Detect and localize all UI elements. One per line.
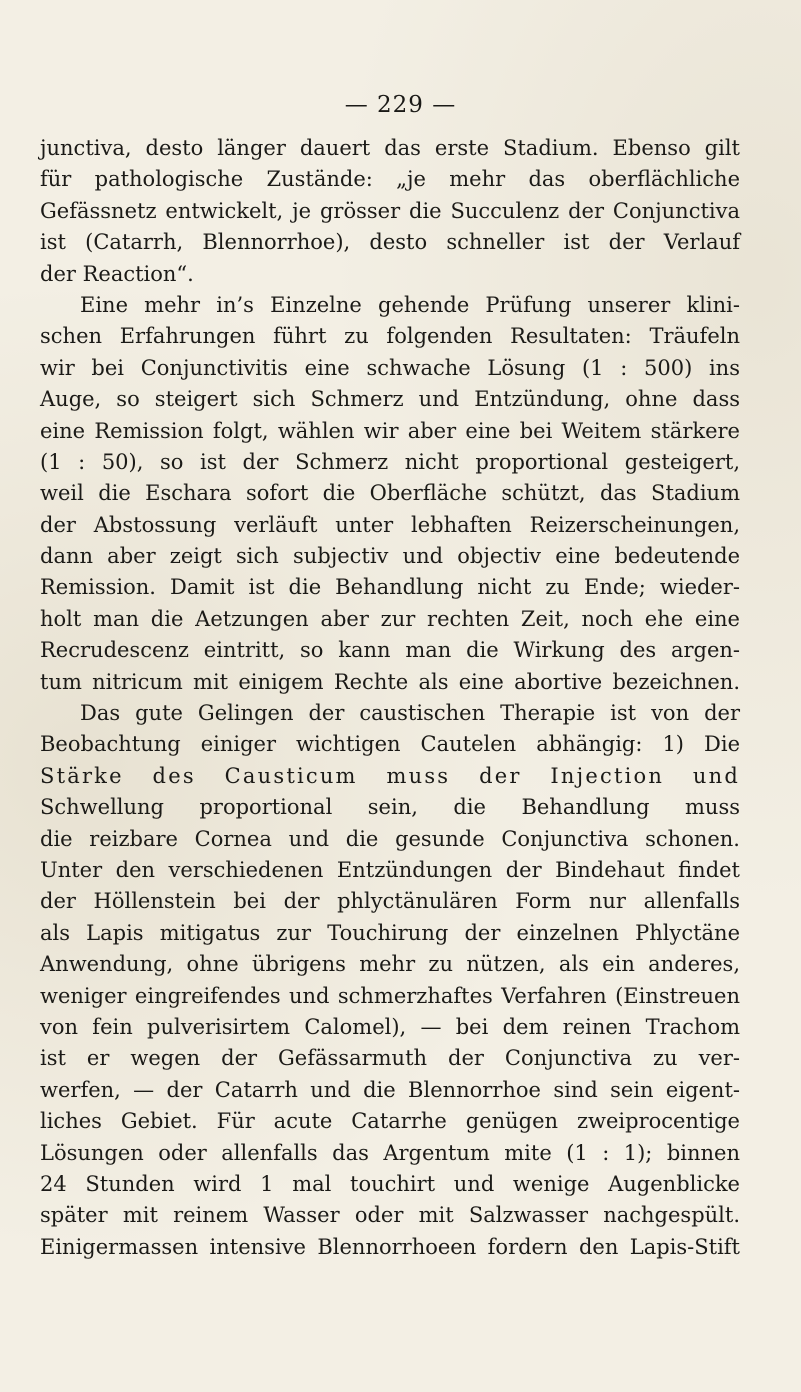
text-line: Unter den verschiedenen Entzündungen der Bindehaut findet — [40, 857, 740, 882]
text-line: weil die Eschara sofort die Oberfläche schützt, das Stadium — [40, 481, 740, 506]
text-line: der Abstossung verläuft unter lebhaften Reizerscheinungen, — [40, 512, 740, 537]
text-line: tum nitricum mit einigem Rechte als eine abortive bezeichnen. — [40, 669, 740, 694]
text-line: (1 : 50), so ist der Schmerz nicht proportional gesteigert, — [40, 449, 740, 474]
text-line: Gefässnetz entwickelt, je grösser die Succulenz der Conjunctiva — [40, 198, 740, 223]
text-line: Das gute Gelingen der caustischen Therapie ist von der — [80, 701, 740, 726]
text-line: der Reaction“. — [40, 261, 194, 286]
text-line: ist (Catarrh, Blennorrhoe), desto schneller ist der Verlauf — [40, 230, 740, 255]
text-line: Beobachtung einiger wichtigen Cautelen abhängig: 1) Die — [40, 732, 740, 757]
text-line-emphasis: Schwellung proportional sein, die Behandlung muss — [40, 795, 740, 820]
text-line: die reizbare Cornea und die gesunde Conjunctiva schonen. — [40, 826, 740, 851]
text-line: Anwendung, ohne übrigens mehr zu nützen, als ein anderes, — [40, 952, 740, 977]
text-line: Eine mehr in’s Einzelne gehende Prüfung unserer klini- — [80, 292, 740, 317]
text-line: dann aber zeigt sich subjectiv und objectiv eine bedeutende — [40, 544, 740, 569]
text-line: Einigermassen intensive Blennorrhoeen fordern den Lapis-Stift — [40, 1234, 740, 1259]
text-line: weniger eingreifendes und schmerzhaftes Verfahren (Einstreuen — [40, 983, 740, 1008]
text-line: junctiva, desto länger dauert das erste Stadium. Ebenso gilt — [40, 136, 740, 160]
text-line: liches Gebiet. Für acute Catarrhe genügen zweiprocentige — [40, 1109, 740, 1134]
text-line: Remission. Damit ist die Behandlung nicht zu Ende; wieder- — [40, 575, 740, 600]
text-line: für pathologische Zustände: „je mehr das oberflächliche — [40, 167, 740, 192]
text-line: ist er wegen der Gefässarmuth der Conjunctiva zu ver- — [40, 1046, 740, 1071]
text-line: eine Remission folgt, wählen wir aber eine bei Weitem stärkere — [40, 418, 740, 443]
text-line: als Lapis mitigatus zur Touchirung der einzelnen Phlyctäne — [40, 920, 740, 945]
text-line: Auge, so steigert sich Schmerz und Entzündung, ohne dass — [40, 387, 740, 412]
text-line: 24 Stunden wird 1 mal touchirt und wenige Augenblicke — [40, 1171, 740, 1196]
text-line: wir bei Conjunctivitis eine schwache Lösung (1 : 500) ins — [40, 355, 740, 380]
page-number: — 229 — — [344, 92, 457, 118]
text-line: holt man die Aetzungen aber zur rechten Zeit, noch ehe eine — [40, 606, 740, 631]
text-line: schen Erfahrungen führt zu folgenden Resultaten: Träufeln — [40, 324, 740, 349]
text-line-emphasis: Stärke des Causticum muss der Injection und — [40, 763, 740, 788]
text-line: Lösungen oder allenfalls das Argentum mite (1 : 1); binnen — [40, 1140, 740, 1165]
text-line: später mit reinem Wasser oder mit Salzwasser nachgespült. — [40, 1203, 740, 1228]
body-text — [40, 133, 740, 1263]
text-line: von fein pulverisirtem Calomel), — bei dem reinen Trachom — [40, 1014, 740, 1039]
text-line: Recrudescenz eintritt, so kann man die Wirkung des argen- — [40, 638, 740, 663]
text-line: werfen, — der Catarrh und die Blennorrhoe sind sein eigent- — [40, 1077, 740, 1102]
text-line: der Höllenstein bei der phlyctänulären Form nur allenfalls — [40, 889, 740, 914]
